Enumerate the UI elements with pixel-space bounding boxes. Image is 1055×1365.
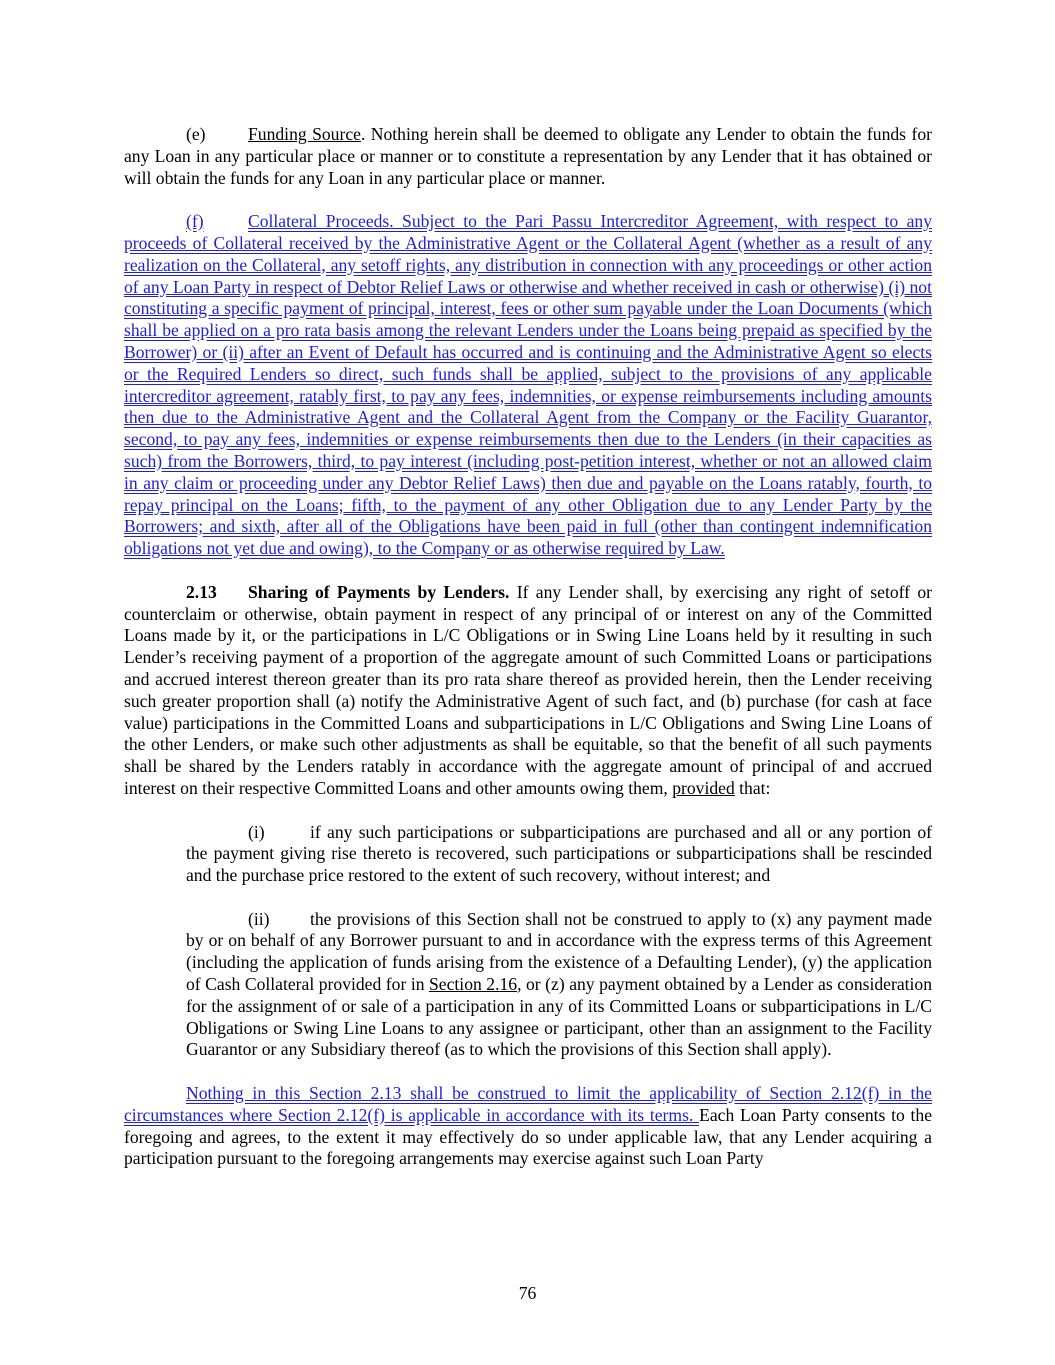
item-ii-label: (ii) (248, 908, 270, 929)
closing-text: Each Loan Party consents to the foregoing and agrees, to the extent it may effectively do so under applicable law, that any Lender acquiring a participation pursuant to the foregoing arrangements may exercise against such Loan Party (124, 1104, 932, 1169)
item-ii (186, 909, 932, 1062)
section-2-13-number: 2.13 (186, 581, 217, 602)
section-2-13-text: If any Lender shall, by exercising any right of setoff or counterclaim or otherwise, obtain payment in respect of any principal of or interest on any of the Committed Loans made by it, or the participations in L/C Obligations or in Swing Line Loans held by it resulting in such Lender’s receiving payment of a proportion of the aggregate amount of such Committed Loans or participations and accrued interest thereon greater than its pro rata share thereof as provided herein, then the Lender receiving such greater proportion shall (a) notify the Administrative Agent of such fact, and (b) purchase (for cash at face value) participations in the Committed Loans and subparticipations in L/C Obligations and Swing Line Loans of the other Lenders, or make such other adjustments as shall be equitable, so that the benefit of all such payments shall be shared by the Lenders ratably in accordance with the aggregate amount of principal of and accrued interest on their respective Committed Loans and other amounts owing them, (124, 581, 933, 798)
item-ii-text-b: , or (z) any payment obtained by a Lender as consideration for the assignment of or sale of a participation in any of its Committed Loans or subparticipations in L/C Obligations or Swing Line Loans to any assignee or participant, other than an assignment to the Facility Guarantor or any Subsidiary thereof (as to which the provisions of this Section shall apply). (186, 974, 932, 1060)
paragraph-f-label: (f) (186, 211, 204, 232)
closing-inserted-text: Nothing in this Section 2.13 shall be construed to limit the applicability of Section 2.12(f) in the circumstances where Section 2.12(f) is applicable in accordance with its terms. (124, 1083, 932, 1125)
paragraph-e-label: (e) (186, 124, 206, 144)
section-2-13-tail: that: (734, 777, 771, 798)
paragraph-f-collateral-proceeds (124, 211, 932, 560)
item-i-text: if any such participations or subparticipations are purchased and all or any portion of the payment giving rise thereto is recovered, such participations or subparticipations shall be rescinded and the purchase price restored to the extent of such recovery, without interest; and (186, 821, 932, 886)
paragraph-e-text: . Nothing herein shall be deemed to obligate any Lender to obtain the funds for any Loan in any particular place or manner or to constitute a representation by any Lender that it has obtained or will obtain the funds for any Loan in any particular place or manner. (124, 124, 932, 188)
section-2-13-provided: provided (672, 777, 735, 798)
paragraph-e-heading: Funding Source (248, 124, 361, 144)
item-i-label: (i) (248, 821, 265, 842)
section-2-16-reference: Section 2.16 (429, 974, 518, 995)
closing-paragraph (124, 1083, 932, 1170)
paragraph-e-funding-source (124, 124, 932, 189)
item-i (186, 822, 932, 887)
page-number: 76 (518, 1283, 537, 1303)
section-2-13-sharing-of-payments (124, 582, 932, 800)
paragraph-f-text: Collateral Proceeds. Subject to the Pari Passu Intercreditor Agreement, with respect to any proceeds of Collateral received by the Administrative Agent or the Collateral Agent (whether as a result of any realization on the Collateral, any setoff rights, any distribution in connection with any proceedings or other action of any Loan Party in respect of Debtor Relief Laws or otherwise and whether received in cash or otherwise) (i) not constituting a specific payment of principal, interest, fees or other sum payable under the Loan Documents (which shall be applied on a pro rata basis among the relevant Lenders under the Loans being prepaid as specified by the Borrower) or (ii) after an Event of Default has occurred and is continuing and the Administrative Agent so elects or the Required Lenders so direct, such funds shall be applied, subject to the provisions of any applicable intercreditor agreement, ratably first, to pay any fees, indemnities, or expense reimbursements including amounts then due to the Administrative Agent and the Collateral Agent from the Company or the Facility Guarantor, second, to pay any fees, indemnities or expense reimbursements then due to the Lenders (in their capacities as such) from the Borrowers, third, to pay interest (including post-petition interest, whether or not an allowed claim in any claim or proceeding under any Debtor Relief Laws) then due and payable on the Loans ratably, fourth, to repay principal on the Loans; fifth, to the payment of any other Obligation due to any Lender Party by the Borrowers; and sixth, after all of the Obligations have been paid in full (other than contingent indemnification obligations not yet due and owing), to the Company or as otherwise required by Law. (124, 211, 932, 559)
section-2-13-heading: Sharing of Payments by Lenders. (248, 581, 510, 602)
document-body (124, 124, 932, 1192)
item-ii-text-a: the provisions of this Section shall not be construed to apply to (x) any payment made by or on behalf of any Borrower pursuant to and in accordance with the express terms of this Agreement (including the application of funds arising from the existence of a Defaulting Lender), (y) the application of Cash Collateral provided for in (186, 908, 932, 995)
